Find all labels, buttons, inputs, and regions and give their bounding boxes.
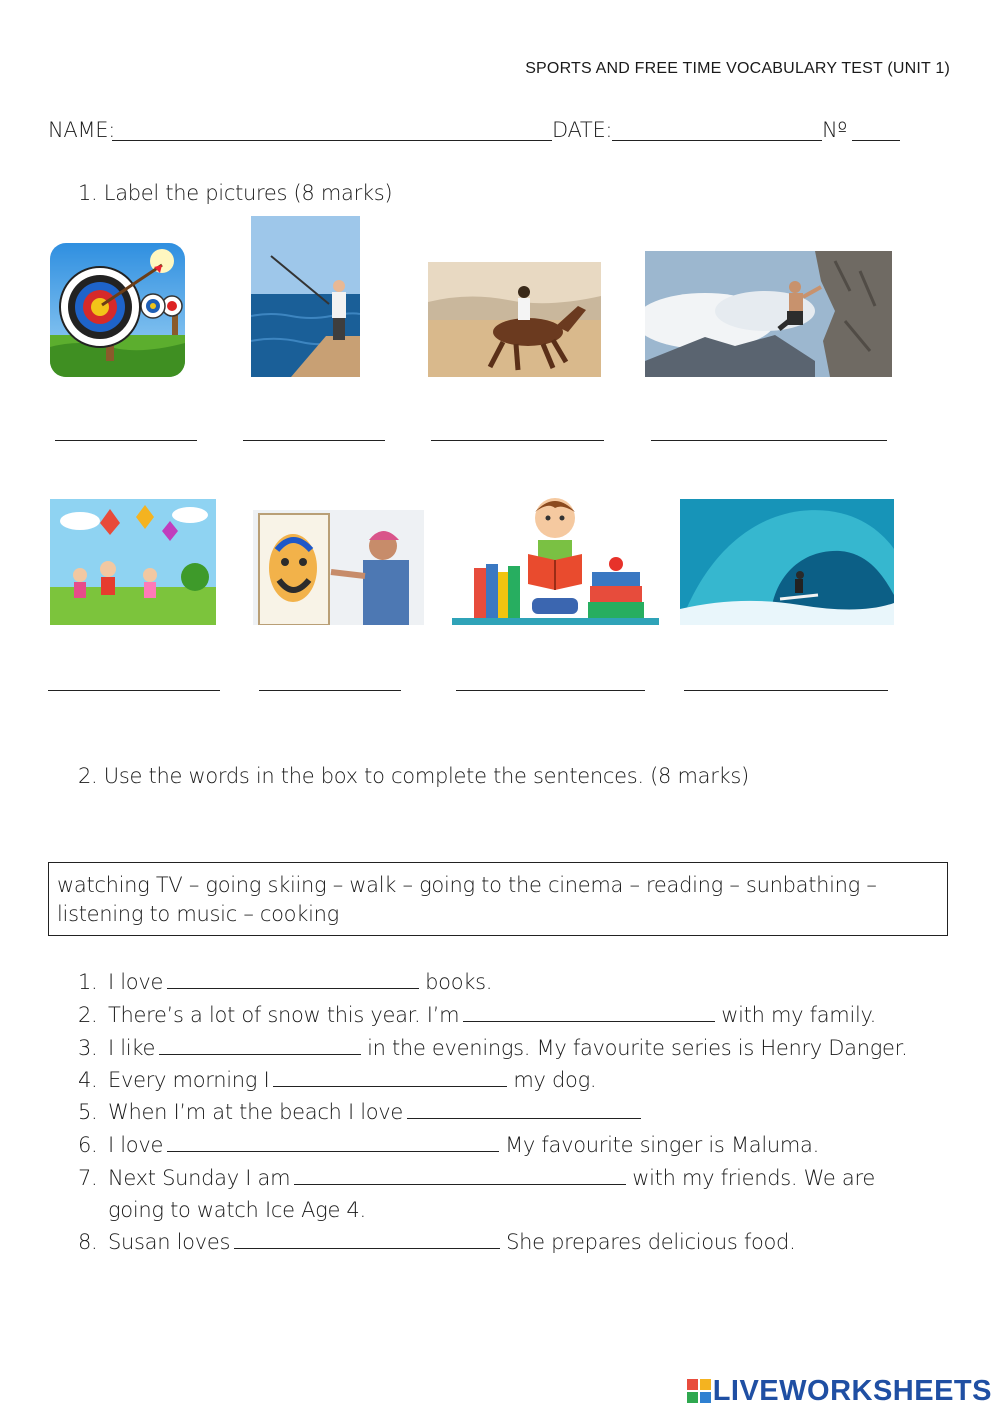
number-label: Nº: [822, 118, 848, 142]
answer-blank-2[interactable]: [463, 1009, 715, 1022]
painting-icon: [253, 510, 424, 625]
word-box: [48, 862, 948, 936]
sentence-5: [78, 1100, 647, 1124]
label-blank-3[interactable]: [431, 440, 604, 441]
sentence-text-after: She prepares delicious food.: [506, 1230, 796, 1254]
section2-instruction: 2. Use the words in the box to complete the sentences. (8 marks): [78, 764, 749, 788]
answer-blank-4[interactable]: [273, 1074, 507, 1087]
sentence-text-continuation: going to watch Ice Age 4.: [108, 1198, 366, 1222]
word-box-line-1: watching TV – going skiing – walk – going to the cinema – reading – sunbathing –: [57, 873, 877, 897]
answer-blank-7[interactable]: [294, 1172, 626, 1185]
sentence-number: 7.: [78, 1166, 98, 1190]
answer-blank-5[interactable]: [407, 1106, 641, 1119]
sentence-text-before: When I’m at the beach I love: [108, 1100, 404, 1124]
sentence-text-after: with my friends. We are: [632, 1166, 875, 1190]
label-blank-6[interactable]: [259, 690, 401, 691]
sentence-number: 8.: [78, 1230, 98, 1254]
answer-blank-6[interactable]: [167, 1139, 499, 1152]
sentence-number: 3.: [78, 1036, 98, 1060]
sentence-number: 5.: [78, 1100, 98, 1124]
sentence-text-before: I like: [108, 1036, 156, 1060]
sentence-8: [78, 1230, 795, 1254]
number-field[interactable]: [852, 140, 900, 141]
sentence-number: 4.: [78, 1068, 98, 1092]
date-field[interactable]: [612, 140, 822, 141]
word-box-line-2: listening to music – cooking: [57, 902, 339, 926]
horse-riding-icon: [428, 262, 601, 377]
sentence-2: [78, 1003, 876, 1027]
answer-blank-1[interactable]: [167, 976, 419, 989]
sentence-number: 1.: [78, 970, 98, 994]
sentence-text-before: I love: [108, 1133, 164, 1157]
liveworksheets-mark-icon: [687, 1379, 711, 1403]
label-blank-7[interactable]: [456, 690, 645, 691]
label-blank-5[interactable]: [48, 690, 220, 691]
sentence-7-continuation: [108, 1198, 366, 1222]
kite-flying-icon: [50, 499, 216, 625]
sentence-1: [78, 970, 492, 994]
section1-instruction: 1. Label the pictures (8 marks): [78, 181, 393, 205]
sentence-3: [78, 1036, 907, 1060]
sentence-text-before: Susan loves: [108, 1230, 231, 1254]
name-label: NAME:: [48, 118, 116, 142]
sentence-text-after: in the evenings. My favourite series is Henry Danger.: [367, 1036, 908, 1060]
sentence-number: 2.: [78, 1003, 98, 1027]
surfing-icon: [680, 499, 894, 625]
sentence-text-after: with my family.: [721, 1003, 877, 1027]
sentence-text-before: There’s a lot of snow this year. I’m: [108, 1003, 460, 1027]
sentence-text-after: my dog.: [513, 1068, 597, 1092]
label-blank-8[interactable]: [684, 690, 888, 691]
archery-target-icon: [50, 243, 185, 377]
liveworksheets-logo[interactable]: [687, 1375, 992, 1408]
logo-text: LIVEWORKSHEETS: [712, 1375, 992, 1407]
sentence-7: [78, 1166, 875, 1190]
label-blank-1[interactable]: [55, 440, 197, 441]
fishing-icon: [251, 216, 360, 377]
name-field[interactable]: [112, 140, 552, 141]
label-blank-4[interactable]: [651, 440, 887, 441]
label-blank-2[interactable]: [243, 440, 385, 441]
sentence-text-before: Next Sunday I am: [108, 1166, 291, 1190]
reading-icon: [452, 494, 659, 625]
answer-blank-8[interactable]: [234, 1236, 500, 1249]
sentence-number: 6.: [78, 1133, 98, 1157]
sentence-text-before: Every morning I: [108, 1068, 270, 1092]
climbing-icon: [645, 251, 892, 377]
sentence-text-after: My favourite singer is Maluma.: [505, 1133, 819, 1157]
date-label: DATE:: [552, 118, 613, 142]
sentence-4: [78, 1068, 596, 1092]
worksheet-title: SPORTS AND FREE TIME VOCABULARY TEST (UNIT 1): [525, 60, 950, 77]
sentence-text-before: I love: [108, 970, 164, 994]
sentence-text-after: books.: [425, 970, 493, 994]
answer-blank-3[interactable]: [159, 1042, 361, 1055]
student-info-row: [48, 118, 900, 144]
sentence-6: [78, 1133, 819, 1157]
